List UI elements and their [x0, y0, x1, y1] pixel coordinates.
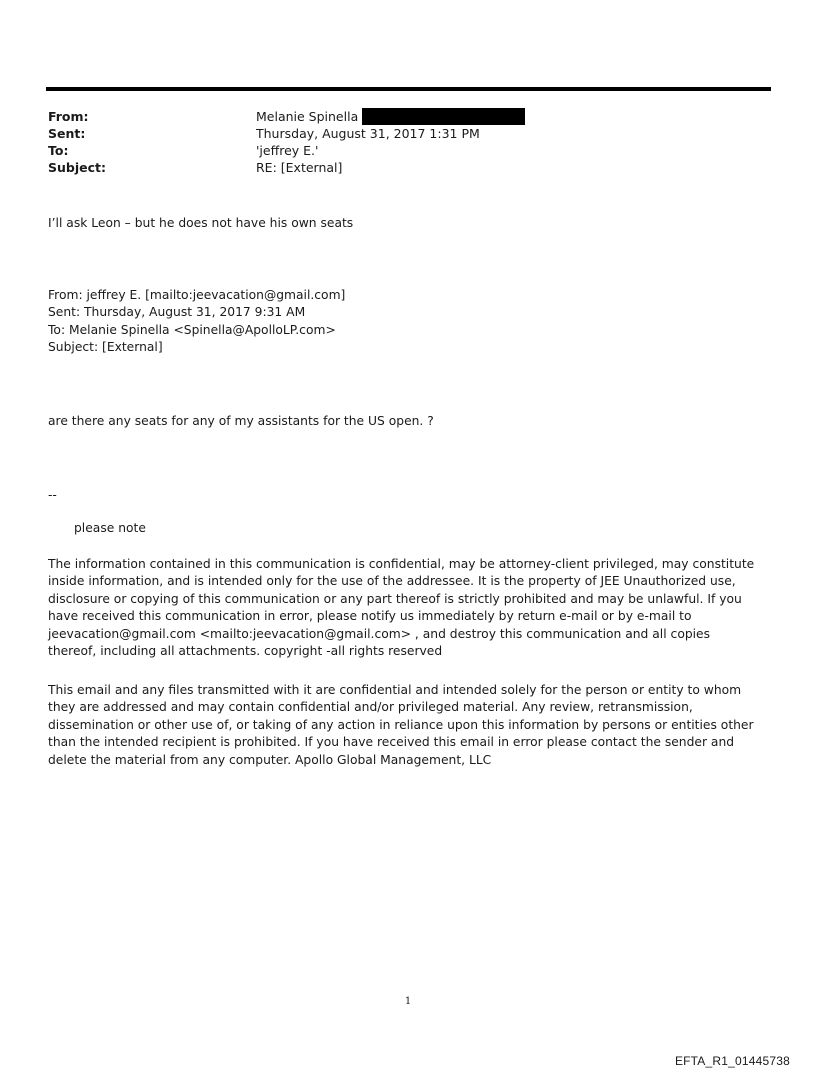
apollo-disclaimer: This email and any files transmitted with it are confidential and intended solely for the person or entity to whom they are addressed and may contain confidential and/or privileged material. Any review, retransmission, dissemination or other use of, or taking of any action in reliance upon this information by persons or entities other than the intended recipient is prohibited. If you have received this email in error please contact the sender and delete the material from any computer. Apollo Global Management, LLC	[48, 683, 754, 767]
subject-row	[48, 159, 748, 176]
page-number: 1	[404, 996, 412, 1007]
jee-disclaimer: The information contained in this communication is confidential, may be attorney-client privileged, may constitute inside information, and is intended only for the use of the addressee. It is the property of JEE Unauthorized use, disclosure or copying of this communication or any part thereof is strictly prohibited and may be unlawful. If you have received this communication in error, please notify us immediately by return e-mail or by e-mail to jeevacation@gmail.com <mailto:jeevacation@gmail.com> , and destroy this communication and all copies thereof, including all attachments. copyright -all rights reserved	[48, 557, 755, 659]
sent-label: Sent:	[48, 126, 86, 141]
sender-name: Melanie Spinella	[256, 109, 359, 124]
sent-value: Thursday, August 31, 2017 1:31 PM	[256, 126, 480, 141]
to-row	[48, 142, 748, 159]
document-id: EFTA_R1_01445738	[674, 1054, 790, 1068]
reply-text: I’ll ask Leon – but he does not have his own seats	[48, 216, 354, 230]
header-divider	[46, 87, 771, 91]
to-value: 'jeffrey E.'	[256, 143, 319, 158]
forwarded-subject: Subject: [External]	[48, 340, 163, 355]
subject-value: RE: [External]	[256, 160, 343, 175]
from-row	[48, 108, 748, 125]
from-value	[256, 108, 525, 125]
subject-label: Subject:	[48, 160, 106, 175]
signature-dash: --	[48, 488, 57, 502]
original-question: are there any seats for any of my assistants for the US open. ?	[48, 414, 434, 428]
sent-row	[48, 125, 748, 142]
to-label: To:	[48, 143, 69, 158]
forwarded-from: From: jeffrey E. [mailto:jeevacation@gmail.com]	[48, 288, 346, 302]
redaction-box	[362, 108, 525, 125]
forwarded-header	[48, 287, 758, 357]
forwarded-sent: Sent: Thursday, August 31, 2017 9:31 AM	[48, 305, 306, 320]
from-label: From:	[48, 109, 89, 124]
email-header	[48, 108, 748, 176]
note-label: please note	[74, 521, 146, 535]
forwarded-to: To: Melanie Spinella <Spinella@ApolloLP.com>	[48, 322, 336, 337]
